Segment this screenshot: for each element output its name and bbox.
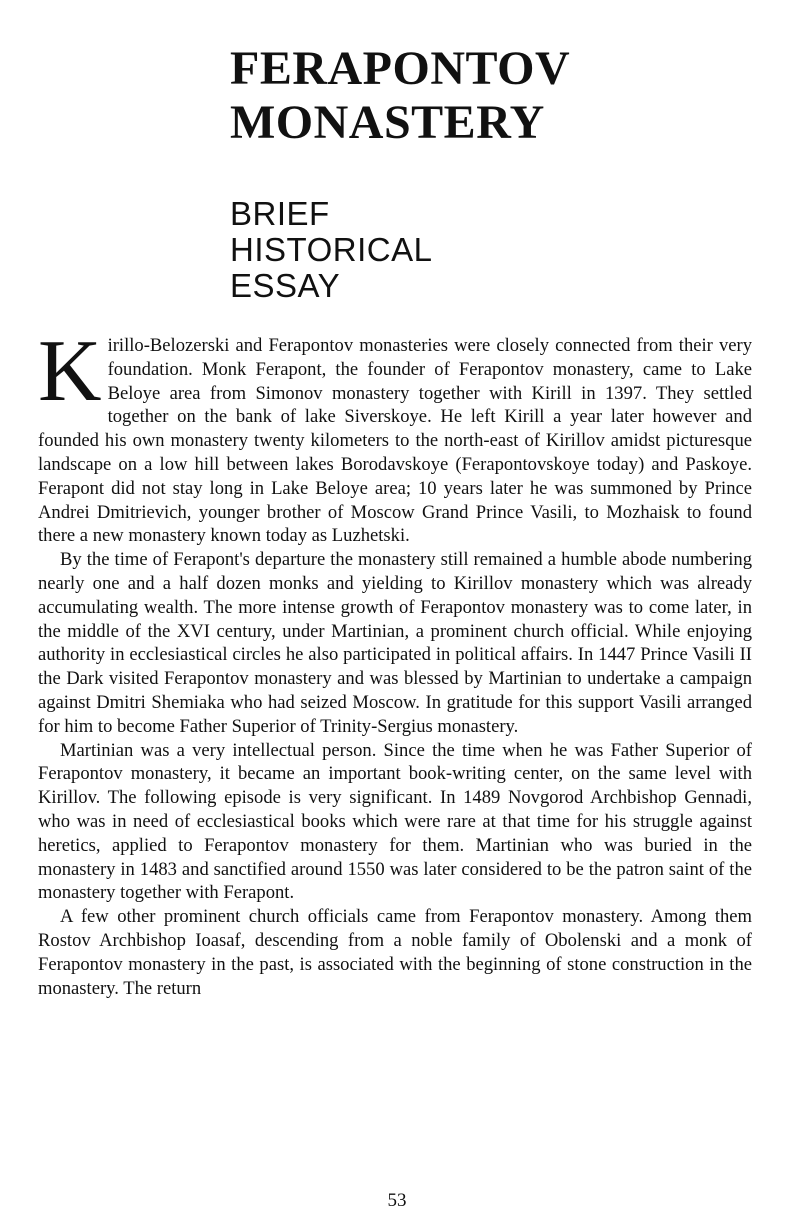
subtitle-line-1: BRIEF xyxy=(230,195,330,232)
title-line-2: MONASTERY xyxy=(230,96,545,149)
subtitle-line-2: HISTORICAL xyxy=(230,231,433,268)
paragraph-3: Martinian was a very intellectual person. Since the time when he was Father Superior of Ferapontov monastery, it became an important book-writing center, on the same level with Kirillov. The following episode is very significant. In 1489 Novgorod Archbishop Gennadi, who was in need of ecclesiastical books which were rare at that time for his struggle against heretics, applied to Ferapontov monastery for them. Martinian who was buried in the monastery in 1483 and sanctified around 1550 was later considered to be the patron saint of the monastery together with Ferapont. xyxy=(38,739,752,904)
paragraph-2: By the time of Ferapont's departure the monastery still remained a humble abode numbering nearly one and a half dozen monks and yielding to Kirillov monastery which was already accumulating wealth. The more intense growth of Ferapontov monastery was to come later, in the middle of the XVI century, under Martinian, a prominent church official. While enjoying authority in ecclesiastical circles he also participated in political affairs. In 1447 Prince Vasili II the Dark visited Ferapontov monastery and was blessed by Martinian to undertake a campaign against Dmitri Shemiaka who had seized Moscow. In gratitude for this support Vasili arranged for him to become Father Superior of Trinity-Sergius monastery. xyxy=(38,549,752,737)
page-title xyxy=(230,42,750,150)
title-line-1: FERAPONTOV xyxy=(230,42,571,95)
paragraph-1 xyxy=(38,323,752,548)
paragraph-4: A few other prominent church officials came from Ferapontov monastery. Among them Rostov Archbishop Ioasaf, descending from a noble family of Obolenski and a monk of Ferapontov monastery in the past, is associated with the beginning of stone construction in the monastery. The return xyxy=(38,906,752,999)
page-number: 53 xyxy=(387,1190,407,1211)
page-subtitle xyxy=(230,196,630,304)
essay-body xyxy=(38,323,752,1000)
subtitle-line-3: ESSAY xyxy=(230,267,341,304)
drop-cap: K xyxy=(38,323,102,420)
paragraph-1-text: irillo-Belozerski and Ferapontov monasteries were closely connected from their very foundation. Monk Ferapont, the founder of Ferapontov monastery, came to Lake Beloye area from Simonov monastery together with Kirill in 1397. They settled together on the bank of lake Siverskoye. He left Kirill a year later however and founded his own monastery twenty kilometers to the north-east of Kirillov amidst picturesque landscape on a low hill between lakes Borodavskoye (Ferapontovskoye today) and Paskoye. Ferapont did not stay long in Lake Beloye area; 10 years later he was summoned by Prince Andrei Dmitrievich, younger brother of Moscow Grand Prince Vasili, to Mozhaisk to found there a new monastery known today as Luzhetski. xyxy=(38,335,752,547)
